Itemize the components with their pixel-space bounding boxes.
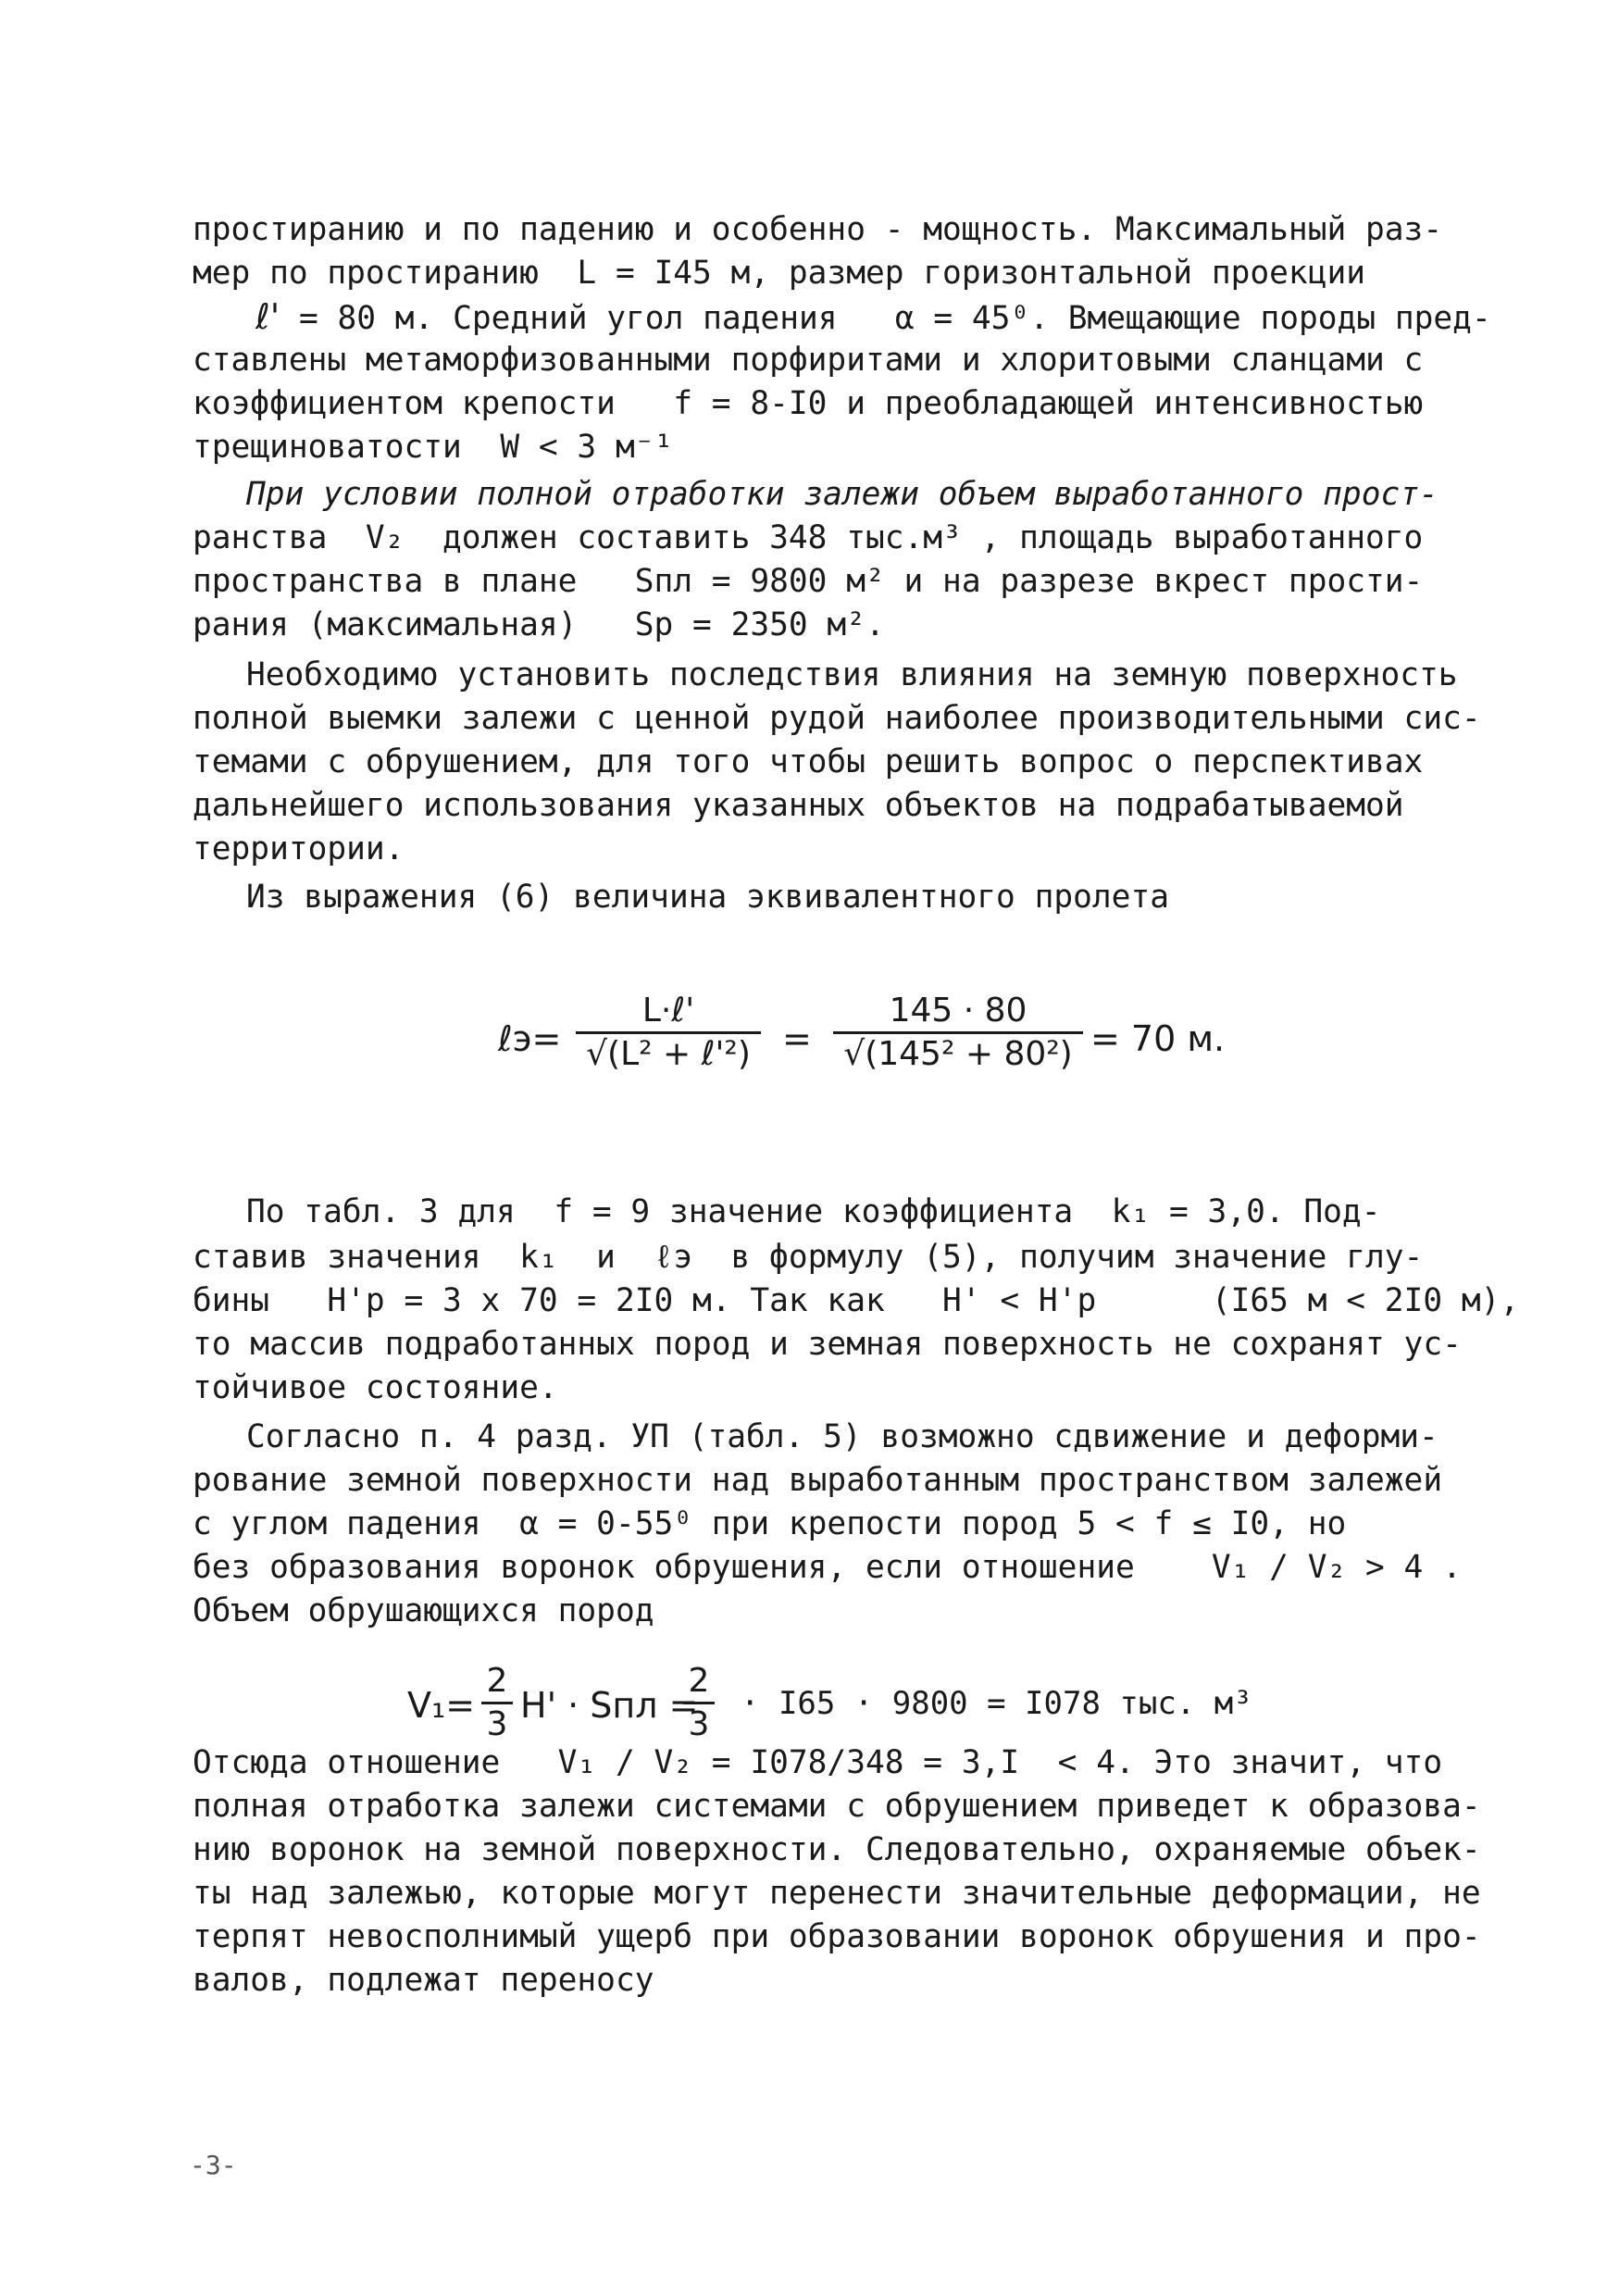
text-line: нию воронок на земной поверхности. Следовательно, охраняемые объек- [193,1831,1481,1868]
text-line: ты над залежью, которые могут перенести значительные деформации, не [193,1875,1481,1912]
formula-fraction-2 [833,991,1083,1075]
formula-fraction-1 [576,991,761,1075]
fraction-numerator: 145 · 80 [889,992,1027,1029]
text-line: полной выемки залежи с ценной рудой наиболее производительными сис- [193,700,1481,737]
text-line: По табл. 3 для f = 9 значение коэффициента k₁ = 3,0. Под- [246,1193,1381,1230]
text-line: бины H'р = 3 х 70 = 2I0 м. Так как H' < H'р (I65 м < 2I0 м), [193,1282,1520,1319]
fraction-denominator: 3 [481,1702,513,1745]
text-line: валов, подлежат переносу [193,1962,654,1999]
text-line: мер по простиранию L = I45 м, размер горизонтальной проекции [193,255,1366,292]
text-line: Согласно п. 4 разд. УП (табл. 5) возможно сдвижение и деформи- [246,1418,1438,1455]
fraction-denominator: √(145² + 80²) [833,1031,1083,1075]
text-line: тойчивое состояние. [193,1369,558,1406]
text-line: трещиноватости W < 3 м⁻¹ [193,429,674,466]
text-line: полная отработка залежи системами с обрушением приведет к образова- [193,1788,1481,1825]
text-fragment: = 80 м. Средний угол падения α = 45⁰. Вмещающие породы пред- [298,300,1491,337]
formula-lhs: V₁= [407,1685,476,1726]
text-line: то массив подработанных пород и земная поверхность не сохранят ус- [193,1326,1462,1363]
text-line: рания (максимальная) Sр = 2350 м². [193,606,885,643]
formula-result: = 70 м. [1090,1018,1226,1059]
formula-equals: = [782,1018,812,1059]
text-line: рование земной поверхности над выработанным пространством залежей [193,1462,1443,1499]
text-line: дальнейшего использования указанных объектов на подрабатываемой [193,787,1404,824]
text-line: коэффициентом крепости f = 8-I0 и преобладающей интенсивностью [193,385,1424,422]
text-line: Отсюда отношение V₁ / V₂ = I078/348 = 3,I < 4. Это значит, что [193,1744,1443,1781]
text-line: ставив значения k₁ и ℓэ в формулу (5), получим значение глу- [193,1239,1424,1276]
fraction-denominator: √(L² + ℓ'²) [576,1031,761,1075]
text-line [255,294,1491,341]
text-line: Из выражения (6) величина эквивалентного пролета [246,879,1169,916]
text-line: При условии полной отработки залежи объем выработанного прост- [246,476,1438,513]
formula-lhs: ℓэ= [498,1018,562,1059]
text-line: пространства в плане Sпл = 9800 м² и на разрезе вкрест прости- [193,563,1424,600]
text-line: простиранию и по падению и особенно - мощность. Максимальный раз- [193,211,1443,248]
text-line: с углом падения α = 0-55⁰ при крепости пород 5 < f ≤ I0, но [193,1505,1347,1542]
formula-middle: H' · Sпл = [520,1685,699,1726]
text-line: без образования воронок обрушения, если отношение V₁ / V₂ > 4 . [193,1549,1462,1586]
fraction-numerator: 2 [486,1662,508,1700]
text-line: ранства V₂ должен составить 348 тыс.м³ , площадь выработанного [193,519,1424,556]
page-number: -3- [190,2150,237,2180]
fraction-numerator: L·ℓ' [641,992,695,1029]
var-l-prime: ℓ' [255,296,280,337]
text-line: темами с обрушением, для того чтобы решить вопрос о перспективах [193,743,1424,780]
text-line: Объем обрушающихся пород [193,1592,654,1629]
fraction-denominator: 3 [683,1702,715,1745]
formula-rhs: · I65 · 9800 = I078 тыс. м³ [741,1685,1252,1722]
fraction-numerator: 2 [688,1662,710,1700]
text-line: территории. [193,830,405,867]
formula-fraction-b [683,1661,715,1745]
text-line: терпят невосполнимый ущерб при образовании воронок обрушения и про- [193,1918,1481,1955]
text-line: ставлены метаморфизованными порфиритами и хлоритовыми сланцами с [193,342,1424,379]
formula-fraction-a [481,1661,513,1745]
text-line: Необходимо установить последствия влияния на земную поверхность [246,656,1458,693]
